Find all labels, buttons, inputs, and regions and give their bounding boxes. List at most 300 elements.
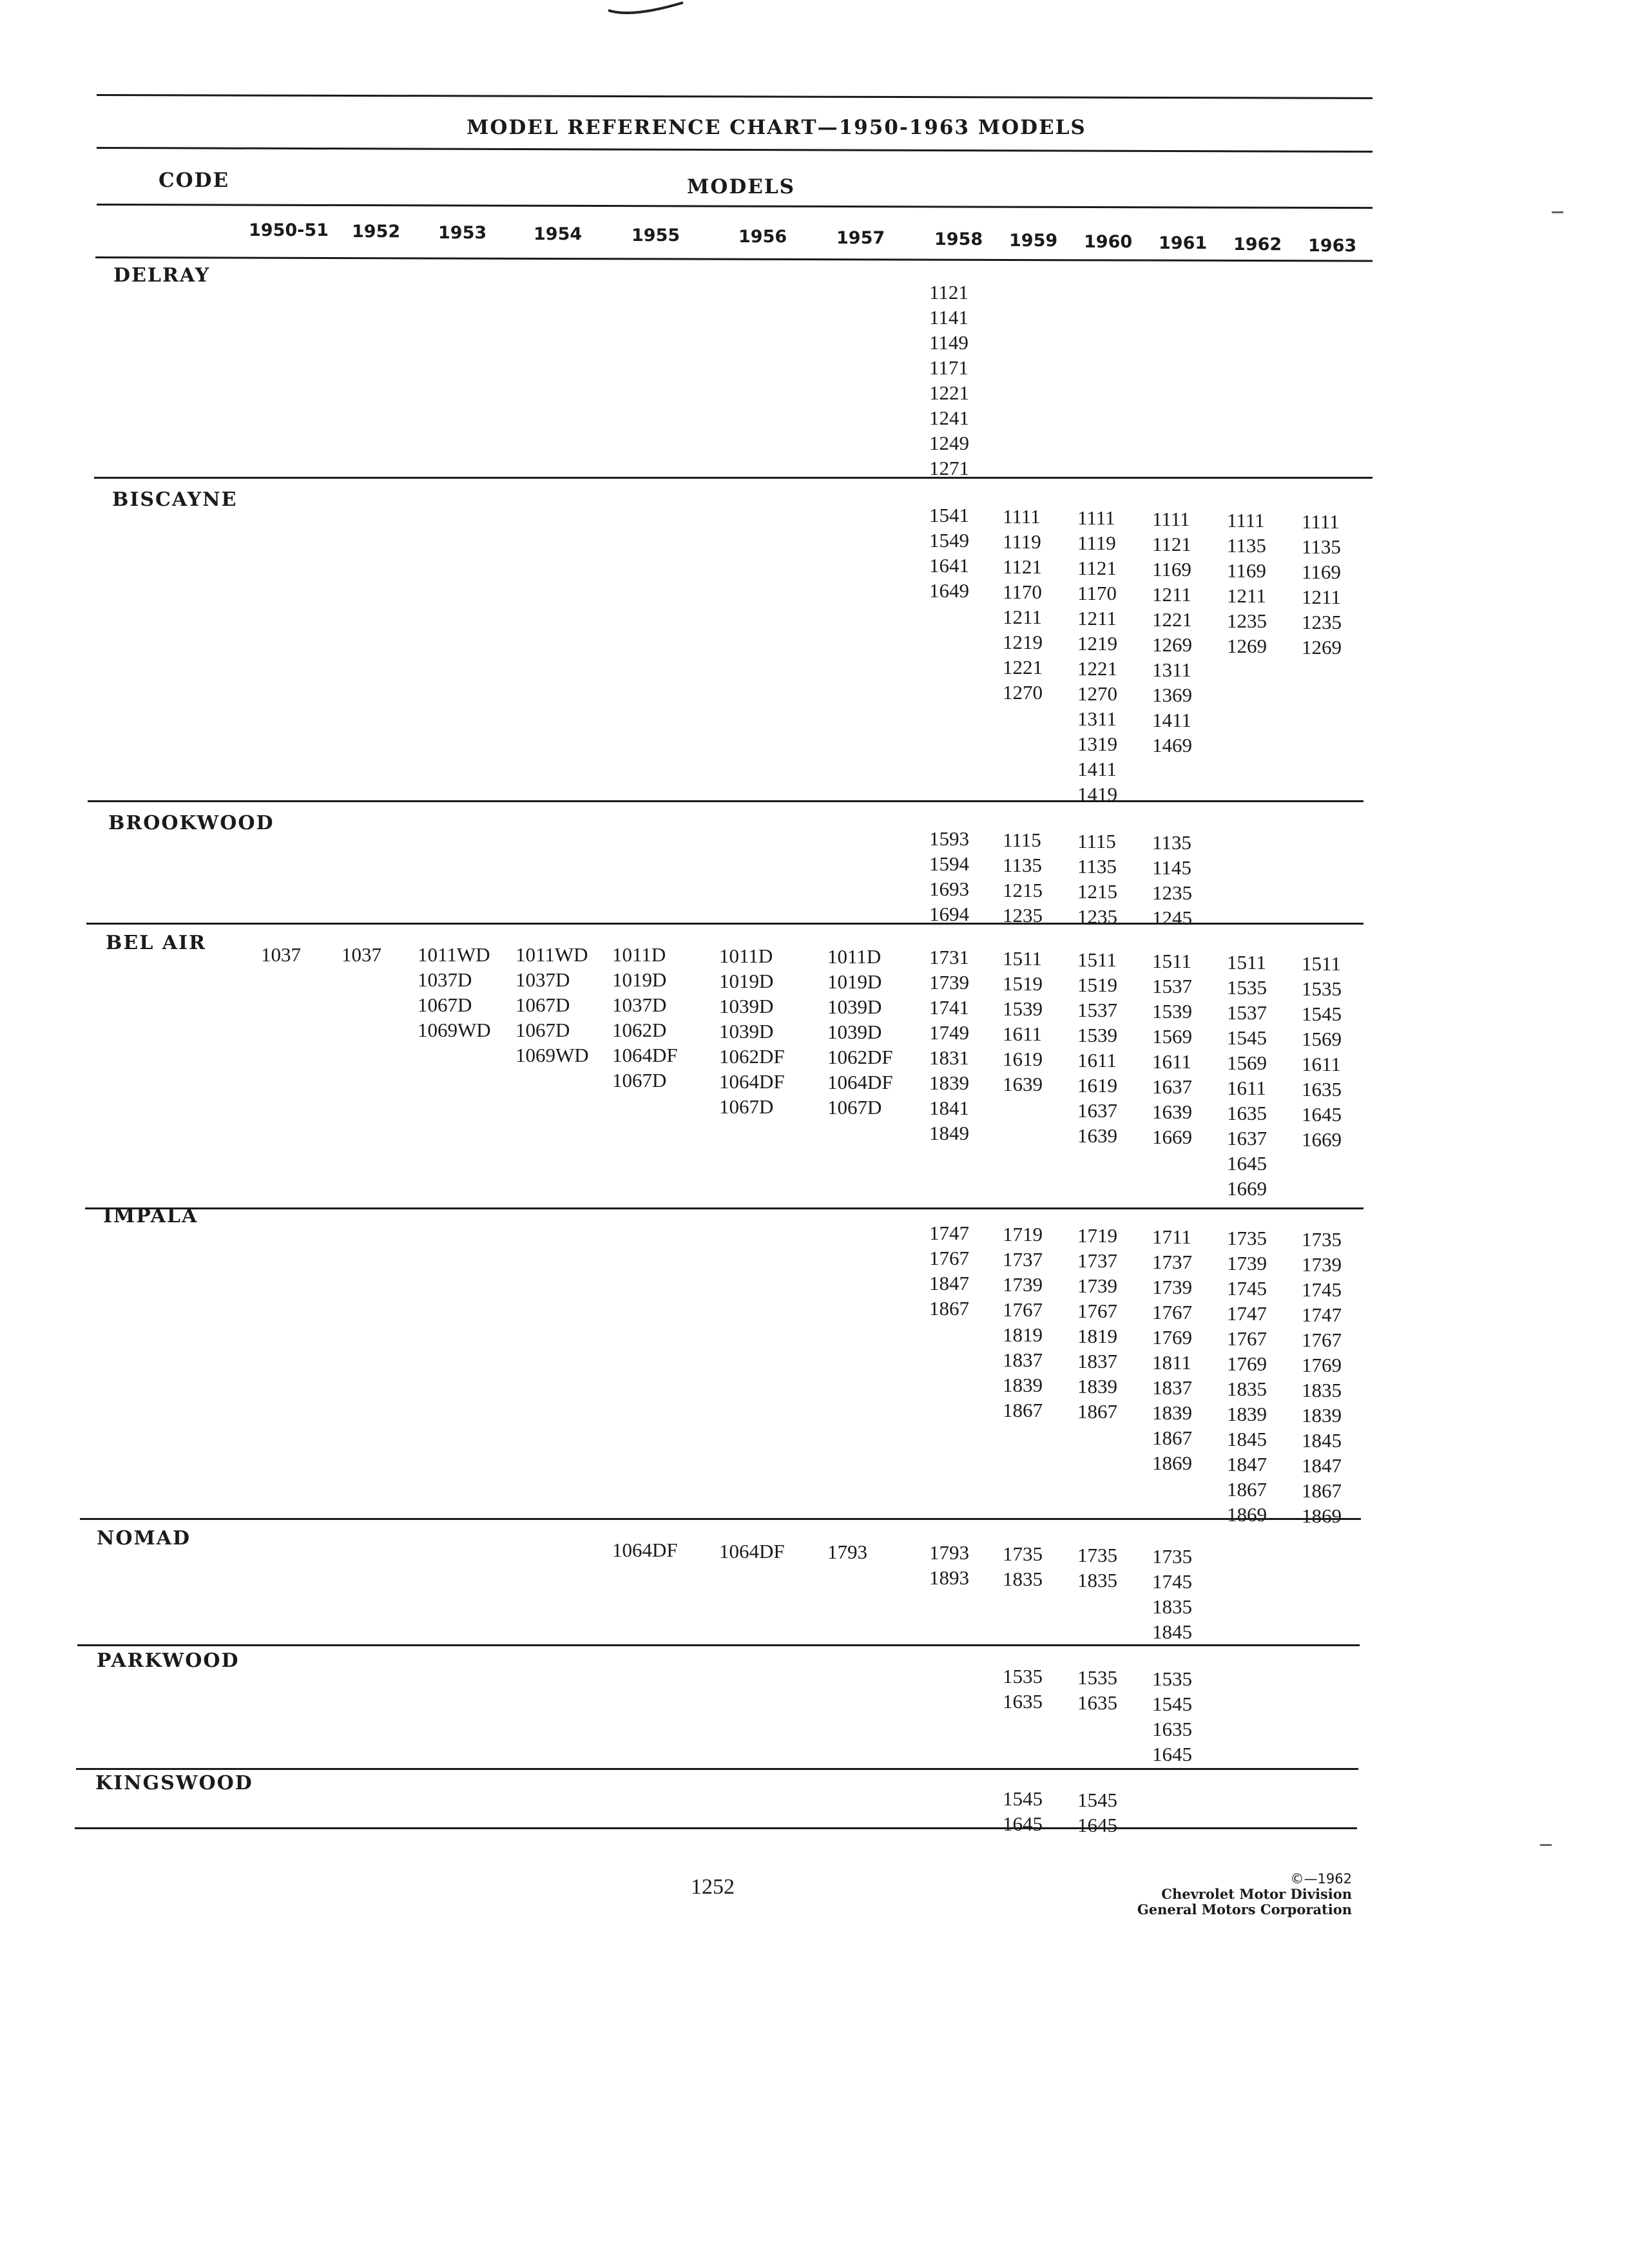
row-rule-biscayne [88, 800, 1364, 802]
model-code: 1741 [929, 996, 969, 1019]
model-code: 1867 [1152, 1427, 1192, 1449]
model-code: 1171 [929, 356, 969, 379]
model-code: 1537 [1077, 999, 1117, 1021]
model-column [1077, 829, 1117, 929]
model-code: 1739 [1302, 1253, 1342, 1276]
model-code: 1535 [1077, 1666, 1117, 1689]
series-label-kingswood: KINGSWOOD [95, 1772, 253, 1794]
model-code: 1639 [1152, 1100, 1192, 1123]
model-code: 1711 [1152, 1225, 1191, 1248]
model-column [1077, 947, 1117, 1148]
model-code: 1069WD [418, 1019, 491, 1041]
model-code: 1121 [929, 281, 969, 303]
model-code: 1635 [1077, 1691, 1117, 1714]
corporation-line: General Motors Corporation [1137, 1901, 1352, 1917]
model-code: 1694 [929, 903, 969, 925]
model-code: 1645 [1077, 1814, 1117, 1836]
title-rule [97, 147, 1373, 153]
model-code: 1545 [1227, 1026, 1267, 1049]
model-code: 1693 [929, 878, 969, 900]
model-code: 1019D [612, 968, 667, 991]
model-code: 1169 [1302, 561, 1341, 583]
model-code: 1835 [1152, 1595, 1192, 1618]
model-code: 1067D [827, 1096, 882, 1119]
model-code: 1011D [827, 945, 882, 968]
model-code: 1611 [1003, 1023, 1042, 1045]
model-code: 1067D [516, 994, 570, 1016]
model-code: 1241 [929, 407, 969, 429]
model-code: 1767 [1003, 1298, 1043, 1321]
model-code: 1611 [1077, 1049, 1117, 1072]
model-column [1152, 948, 1192, 1149]
chart-title: MODEL REFERENCE CHART—1950-1963 MODELS [467, 116, 1086, 139]
year-1956: 1956 [738, 227, 787, 247]
models-header: MODELS [687, 175, 796, 198]
model-code: 1245 [1152, 907, 1192, 929]
model-code: 1249 [929, 432, 969, 454]
model-column [1302, 951, 1342, 1152]
model-code: 1569 [1227, 1052, 1267, 1074]
model-code: 1639 [1003, 1073, 1043, 1095]
copyright-line: ©—1962 [1290, 1871, 1352, 1887]
model-code: 1767 [1152, 1301, 1192, 1323]
model-code: 1211 [1077, 607, 1117, 629]
model-code: 1739 [929, 971, 969, 994]
model-code: 1115 [1003, 829, 1041, 851]
model-code: 1115 [1077, 830, 1116, 852]
model-code: 1039D [827, 1021, 882, 1043]
model-code: 1221 [1003, 656, 1043, 678]
year-1955: 1955 [631, 226, 680, 245]
model-code: 1135 [1152, 831, 1191, 854]
model-code: 1767 [1227, 1327, 1267, 1350]
model-code: 1511 [1152, 950, 1191, 972]
model-code: 1545 [1003, 1787, 1043, 1810]
model-code: 1235 [1227, 610, 1267, 632]
model-code: 1719 [1003, 1223, 1043, 1245]
model-code: 1169 [1227, 559, 1266, 582]
model-code: 1269 [1302, 636, 1342, 658]
model-column [1152, 1666, 1192, 1767]
year-1960: 1960 [1084, 232, 1133, 252]
model-code: 1594 [929, 852, 969, 875]
model-code: 1069WD [516, 1044, 589, 1066]
model-code: 1641 [929, 554, 969, 577]
series-label-parkwood: PARKWOOD [97, 1649, 240, 1672]
year-1957: 1957 [836, 228, 885, 248]
code-rule [97, 204, 1373, 209]
model-code: 1535 [1302, 977, 1342, 1000]
model-code: 1235 [1302, 611, 1342, 633]
model-code: 1039D [719, 1020, 774, 1043]
model-column [1003, 1222, 1043, 1423]
model-column [516, 942, 589, 1068]
model-code: 1215 [1077, 880, 1117, 903]
model-code: 1221 [1152, 608, 1192, 631]
model-code: 1469 [1152, 734, 1192, 756]
row-rule-nomad [77, 1644, 1360, 1646]
model-code: 1745 [1152, 1570, 1192, 1593]
row-rule-delray [94, 477, 1373, 479]
model-column [827, 1539, 867, 1564]
year-1953: 1953 [438, 223, 487, 243]
model-code: 1067D [719, 1095, 774, 1118]
model-code: 1893 [929, 1566, 969, 1589]
model-code: 1169 [1152, 558, 1191, 581]
years-rule [95, 256, 1373, 262]
model-code: 1064DF [827, 1071, 893, 1093]
model-code: 1841 [929, 1097, 969, 1119]
model-column [1077, 1223, 1117, 1424]
year-1963: 1963 [1308, 236, 1357, 256]
model-code: 1867 [1077, 1400, 1117, 1423]
series-label-nomad: NOMAD [97, 1527, 191, 1550]
row-rule-impala [80, 1518, 1361, 1520]
model-code: 1269 [1227, 635, 1267, 657]
model-code: 1669 [1152, 1126, 1192, 1148]
model-code: 1869 [1152, 1452, 1192, 1474]
model-code: 1749 [929, 1021, 969, 1044]
model-code: 1849 [929, 1122, 969, 1144]
top-rule [97, 94, 1373, 99]
model-code: 1845 [1302, 1429, 1342, 1452]
model-code: 1519 [1077, 974, 1117, 996]
page-number: 1252 [691, 1875, 735, 1899]
model-code: 1645 [1227, 1152, 1267, 1175]
model-code: 1511 [1003, 947, 1042, 970]
model-code: 1019D [719, 970, 774, 992]
model-code: 1747 [1302, 1303, 1342, 1326]
model-code: 1611 [1302, 1053, 1341, 1075]
model-code: 1769 [1302, 1354, 1342, 1376]
model-column [1302, 509, 1342, 660]
model-code: 1869 [1302, 1504, 1342, 1527]
model-column [1003, 504, 1043, 705]
model-code: 1545 [1302, 1003, 1342, 1025]
model-code: 1619 [1003, 1048, 1043, 1070]
model-code: 1062DF [827, 1046, 893, 1068]
model-code: 1121 [1077, 557, 1117, 579]
model-code: 1235 [1152, 881, 1192, 904]
model-code: 1645 [1152, 1743, 1192, 1765]
model-code: 1219 [1003, 631, 1043, 653]
year-1959: 1959 [1009, 231, 1058, 251]
model-code: 1737 [1152, 1251, 1192, 1273]
model-code: 1111 [1077, 506, 1115, 529]
model-code: 1735 [1227, 1227, 1267, 1249]
model-column [929, 503, 969, 603]
model-code: 1767 [929, 1247, 969, 1269]
model-column [1077, 1665, 1117, 1715]
model-code: 1037D [612, 994, 667, 1016]
model-code: 1545 [1077, 1789, 1117, 1811]
model-code: 1211 [1152, 583, 1191, 606]
model-code: 1037 [261, 943, 301, 966]
year-1961: 1961 [1159, 233, 1208, 253]
model-code: 1739 [1152, 1276, 1192, 1298]
model-column [612, 942, 678, 1093]
model-code: 1319 [1077, 733, 1117, 755]
model-code: 1635 [1003, 1690, 1043, 1713]
model-code: 1062DF [719, 1045, 785, 1068]
model-code: 1831 [929, 1046, 969, 1069]
model-code: 1011D [612, 943, 666, 966]
model-code: 1235 [1003, 904, 1043, 927]
model-code: 1539 [1077, 1024, 1117, 1046]
model-code: 1835 [1003, 1568, 1043, 1590]
model-code: 1747 [929, 1222, 969, 1244]
model-column [1227, 508, 1267, 658]
model-code: 1411 [1077, 758, 1117, 780]
model-code: 1111 [1302, 510, 1340, 533]
year-1954: 1954 [534, 224, 583, 244]
model-column [1152, 506, 1192, 758]
model-column [1152, 830, 1192, 930]
model-code: 1737 [1003, 1248, 1043, 1271]
model-code: 1635 [1302, 1078, 1342, 1100]
model-code: 1067D [612, 1069, 667, 1091]
model-code: 1111 [1003, 505, 1041, 528]
model-column [1077, 505, 1117, 807]
model-code: 1037 [342, 943, 381, 966]
model-code: 1719 [1077, 1224, 1117, 1247]
model-column [342, 942, 381, 967]
model-code: 1135 [1077, 855, 1117, 878]
model-column [612, 1537, 678, 1562]
model-code: 1645 [1003, 1812, 1043, 1835]
model-code: 1739 [1077, 1274, 1117, 1297]
model-code: 1735 [1152, 1545, 1192, 1568]
model-code: 1735 [1003, 1542, 1043, 1565]
series-label-biscayne: BISCAYNE [112, 488, 238, 511]
model-code: 1535 [1227, 976, 1267, 999]
model-code: 1519 [1003, 972, 1043, 995]
model-code: 1839 [1227, 1403, 1267, 1425]
model-code: 1835 [1302, 1379, 1342, 1401]
model-code: 1837 [1077, 1350, 1117, 1372]
model-code: 1611 [1152, 1050, 1191, 1073]
model-code: 1793 [827, 1541, 867, 1563]
model-column [1003, 946, 1043, 1097]
model-code: 1649 [929, 579, 969, 602]
model-code: 1067D [418, 994, 472, 1016]
model-code: 1211 [1302, 586, 1341, 608]
model-code: 1845 [1227, 1428, 1267, 1450]
model-column [418, 942, 491, 1043]
model-code: 1541 [929, 504, 969, 526]
model-code: 1221 [1077, 657, 1117, 680]
model-code: 1269 [1152, 633, 1192, 656]
model-code: 1121 [1152, 533, 1191, 555]
model-code: 1737 [1077, 1249, 1117, 1272]
model-code: 1835 [1077, 1569, 1117, 1591]
model-code: 1847 [1227, 1453, 1267, 1475]
model-column [1227, 1225, 1267, 1527]
model-column [1003, 1664, 1043, 1714]
model-code: 1111 [1227, 509, 1265, 532]
model-code: 1064DF [719, 1540, 785, 1562]
model-code: 1845 [1152, 1620, 1192, 1643]
model-code: 1511 [1227, 951, 1266, 974]
model-code: 1149 [929, 331, 969, 354]
model-code: 1039D [827, 995, 882, 1018]
model-code: 1064DF [719, 1070, 785, 1093]
model-code: 1839 [929, 1072, 969, 1094]
model-code: 1064DF [612, 1539, 678, 1561]
model-code: 1637 [1077, 1099, 1117, 1122]
model-code: 1549 [929, 529, 969, 552]
model-code: 1637 [1227, 1127, 1267, 1149]
model-column [929, 826, 969, 927]
model-column [1077, 1787, 1117, 1838]
model-column [1152, 1544, 1192, 1644]
model-code: 1145 [1152, 856, 1191, 879]
model-code: 1735 [1302, 1228, 1342, 1251]
model-code: 1119 [1003, 530, 1041, 553]
model-code: 1669 [1227, 1177, 1267, 1200]
model-column [1302, 1227, 1342, 1528]
model-column [929, 945, 969, 1146]
model-code: 1793 [929, 1541, 969, 1564]
model-code: 1039D [719, 995, 774, 1017]
model-code: 1037D [418, 968, 472, 991]
model-code: 1847 [1302, 1454, 1342, 1477]
model-code: 1645 [1302, 1103, 1342, 1126]
model-code: 1837 [1003, 1349, 1043, 1371]
model-code: 1221 [929, 381, 969, 404]
model-code: 1170 [1003, 581, 1042, 603]
model-code: 1064DF [612, 1044, 678, 1066]
model-code: 1867 [1227, 1478, 1267, 1501]
model-code: 1839 [1152, 1401, 1192, 1424]
margin-mark [1540, 1844, 1552, 1846]
model-code: 1837 [1152, 1376, 1192, 1399]
model-code: 1869 [1227, 1503, 1267, 1526]
model-code: 1769 [1152, 1326, 1192, 1349]
model-code: 1867 [929, 1297, 969, 1320]
model-column [719, 943, 785, 1119]
publisher-block [1137, 1871, 1352, 1917]
model-code: 1270 [1077, 682, 1117, 705]
model-code: 1593 [929, 827, 969, 850]
model-code: 1037D [516, 968, 570, 991]
model-code: 1731 [929, 946, 969, 968]
model-code: 1211 [1227, 584, 1266, 607]
model-code: 1369 [1152, 684, 1192, 706]
model-code: 1745 [1302, 1278, 1342, 1301]
model-code: 1569 [1152, 1025, 1192, 1048]
model-code: 1539 [1003, 997, 1043, 1020]
model-code: 1211 [1003, 606, 1042, 628]
model-code: 1235 [1077, 905, 1117, 928]
model-column [1003, 1786, 1043, 1836]
model-code: 1637 [1152, 1075, 1192, 1098]
model-code: 1847 [929, 1272, 969, 1294]
division-line: Chevrolet Motor Division [1161, 1886, 1352, 1902]
model-code: 1019D [827, 970, 882, 993]
series-label-impala: IMPALA [103, 1205, 198, 1227]
model-code: 1011D [719, 945, 773, 967]
model-code: 1411 [1152, 709, 1191, 731]
model-code: 1121 [1003, 555, 1042, 578]
model-column [719, 1539, 785, 1564]
model-column [1077, 1542, 1117, 1593]
model-column [1152, 1224, 1192, 1475]
model-code: 1839 [1003, 1374, 1043, 1396]
model-code: 1135 [1227, 534, 1266, 557]
model-code: 1839 [1077, 1375, 1117, 1398]
year-1962: 1962 [1233, 235, 1282, 255]
series-label-belair: BEL AIR [106, 932, 207, 954]
model-code: 1111 [1152, 508, 1190, 530]
model-code: 1170 [1077, 582, 1117, 604]
model-code: 1067D [516, 1019, 570, 1041]
model-code: 1811 [1152, 1351, 1191, 1374]
model-code: 1619 [1077, 1074, 1117, 1097]
model-code: 1639 [1077, 1124, 1117, 1147]
scan-mark [606, 0, 689, 19]
model-code: 1635 [1227, 1102, 1267, 1124]
model-code: 1062D [612, 1019, 667, 1041]
model-code: 1135 [1003, 854, 1042, 876]
model-code: 1270 [1003, 681, 1043, 704]
model-code: 1537 [1227, 1001, 1267, 1024]
model-code: 1135 [1302, 535, 1341, 558]
series-label-brookwood: BROOKWOOD [108, 812, 275, 834]
model-column [1003, 827, 1043, 928]
model-code: 1511 [1302, 952, 1341, 975]
model-column [1227, 950, 1267, 1201]
model-code: 1739 [1003, 1273, 1043, 1296]
year-1952: 1952 [352, 222, 401, 242]
model-code: 1611 [1227, 1077, 1266, 1099]
row-rule-parkwood [76, 1768, 1358, 1770]
model-code: 1311 [1077, 707, 1117, 730]
series-label-delray: DELRAY [113, 264, 211, 287]
model-code: 1867 [1302, 1479, 1342, 1502]
model-code: 1769 [1227, 1352, 1267, 1375]
bottom-rule [75, 1827, 1357, 1829]
model-code: 1537 [1152, 975, 1192, 997]
model-code: 1311 [1152, 658, 1191, 681]
model-column [827, 944, 893, 1120]
model-column [261, 942, 301, 967]
year-1950-51: 1950-51 [249, 220, 329, 240]
model-code: 1011WD [418, 943, 490, 966]
model-code: 1215 [1003, 879, 1043, 901]
model-code: 1767 [1077, 1300, 1117, 1322]
model-code: 1545 [1152, 1693, 1192, 1715]
model-code: 1271 [929, 457, 969, 479]
model-code: 1539 [1152, 1000, 1192, 1023]
model-code: 1669 [1302, 1128, 1342, 1151]
model-code: 1419 [1077, 783, 1117, 805]
model-code: 1511 [1077, 948, 1117, 971]
model-code: 1635 [1152, 1718, 1192, 1740]
model-code: 1735 [1077, 1544, 1117, 1566]
code-header: CODE [159, 169, 230, 192]
model-column [1003, 1541, 1043, 1591]
model-code: 1839 [1302, 1404, 1342, 1427]
model-column [929, 1540, 969, 1590]
model-code: 1119 [1077, 532, 1116, 554]
model-code: 1867 [1003, 1399, 1043, 1421]
model-code: 1011WD [516, 943, 588, 966]
model-column [929, 1220, 969, 1321]
model-code: 1219 [1077, 632, 1117, 655]
model-column [929, 280, 969, 481]
model-code: 1535 [1152, 1667, 1192, 1690]
